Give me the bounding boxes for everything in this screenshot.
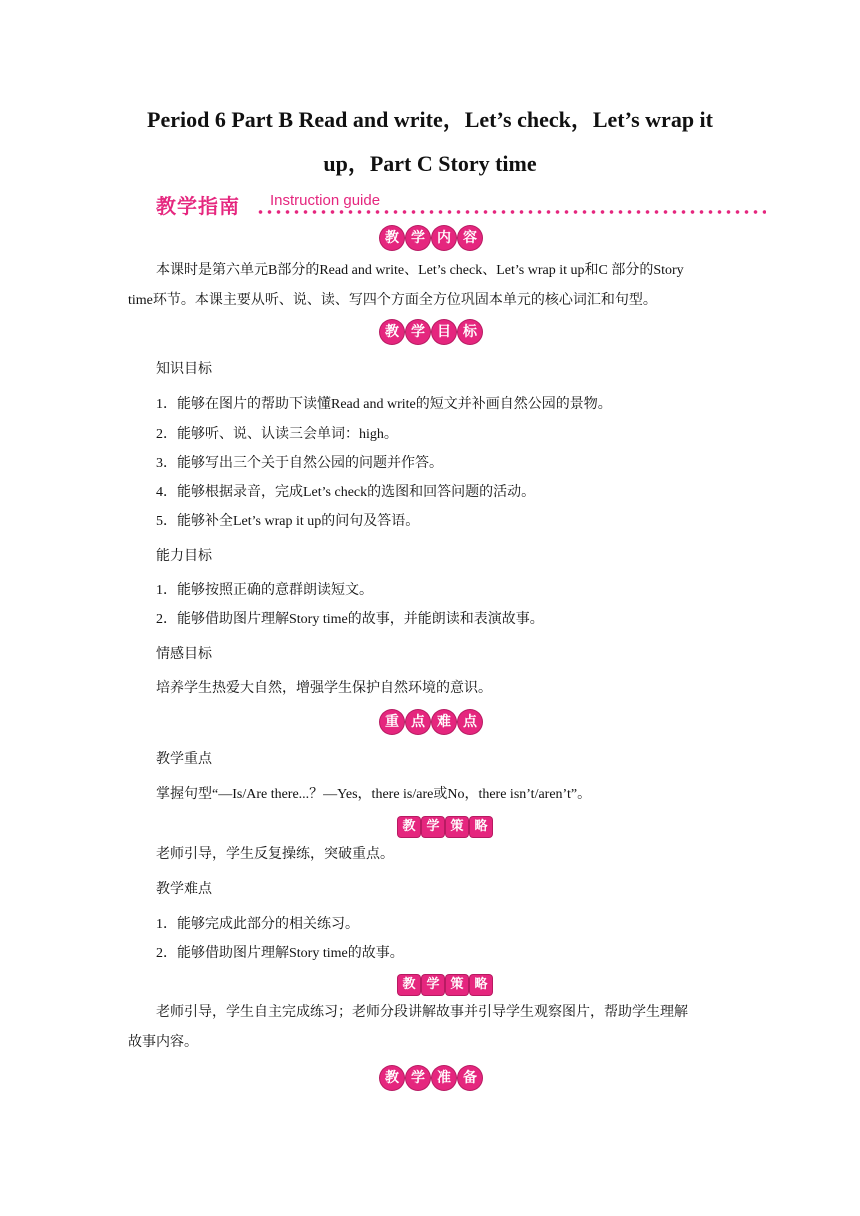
list-item: 5．能够补全Let’s wrap it up的问句及答语。	[156, 514, 420, 529]
badge-teaching-content	[380, 226, 482, 250]
knowledge-goals-heading: 知识目标	[156, 361, 212, 377]
badge-teaching-goals	[380, 320, 482, 344]
list-item: 1．能够完成此部分的相关练习。	[156, 917, 359, 932]
badge-strategy	[398, 817, 492, 837]
badge-char: 学	[406, 226, 430, 250]
badge-char: 点	[406, 710, 430, 734]
badge-char: 目	[432, 320, 456, 344]
teaching-focus-heading: 教学重点	[156, 751, 212, 767]
badge-key-points	[380, 710, 482, 734]
badge-char: 学	[422, 817, 444, 837]
teaching-difficulty-heading: 教学难点	[156, 881, 212, 897]
list-item: 4．能够根据录音，完成Let’s check的选图和回答问题的活动。	[156, 485, 536, 500]
content-paragraph	[128, 256, 738, 316]
focus-strategy-text: 老师引导，学生反复操练，突破重点。	[156, 847, 394, 862]
badge-char: 重	[380, 710, 404, 734]
badge-char: 教	[380, 1066, 404, 1090]
title-line-2: up，Part C Story time	[323, 151, 537, 176]
instruction-guide-banner	[156, 190, 766, 224]
badge-char: 内	[432, 226, 456, 250]
content-line-2: time环节。本课主要从听、说、读、写四个方面全方位巩固本单元的核心词汇和句型。	[128, 293, 657, 308]
badge-char: 点	[458, 710, 482, 734]
badge-char: 学	[422, 975, 444, 995]
title-line-1: Period 6 Part B Read and write，Let’s check，Let’s wrap it	[147, 107, 713, 132]
badge-char: 策	[446, 817, 468, 837]
badge-teaching-preparation	[380, 1066, 482, 1090]
badge-char: 策	[446, 975, 468, 995]
badge-char: 教	[398, 817, 420, 837]
badge-char: 备	[458, 1066, 482, 1090]
badge-char: 学	[406, 320, 430, 344]
badge-char: 学	[406, 1066, 430, 1090]
badge-char: 容	[458, 226, 482, 250]
difficulty-strategy-line-2: 故事内容。	[128, 1035, 198, 1050]
badge-char: 准	[432, 1066, 456, 1090]
guide-title-en: Instruction guide	[270, 192, 381, 209]
badge-char: 略	[470, 975, 492, 995]
badge-char: 标	[458, 320, 482, 344]
lesson-title	[100, 98, 760, 186]
difficulty-strategy-line-1: 老师引导，学生自主完成练习；老师分段讲解故事并引导学生观察图片，帮助学生理解	[156, 1005, 688, 1020]
badge-char: 略	[470, 817, 492, 837]
ability-goals-heading: 能力目标	[156, 548, 212, 564]
teaching-focus-text: 掌握句型“—Is/Are there...？—Yes，there is/are或No，there isn’t/aren’t”。	[156, 787, 592, 802]
dotted-divider	[256, 209, 766, 215]
badge-char: 教	[380, 226, 404, 250]
badge-char: 教	[380, 320, 404, 344]
difficulty-strategy-paragraph	[128, 998, 738, 1058]
list-item: 2．能够借助图片理解Story time的故事，并能朗读和表演故事。	[156, 612, 544, 627]
list-item: 2．能够听、说、认读三会单词：high。	[156, 427, 398, 442]
list-item: 2．能够借助图片理解Story time的故事。	[156, 946, 404, 961]
badge-char: 难	[432, 710, 456, 734]
badge-char: 教	[398, 975, 420, 995]
content-line-1: 本课时是第六单元B部分的Read and write、Let’s check、Let’s wrap it up和C 部分的Story	[156, 263, 684, 278]
list-item: 1．能够在图片的帮助下读懂Read and write的短文并补画自然公园的景物。	[156, 397, 612, 412]
list-item: 3．能够写出三个关于自然公园的问题并作答。	[156, 456, 443, 471]
emotion-goals-text: 培养学生热爱大自然，增强学生保护自然环境的意识。	[156, 681, 492, 696]
badge-strategy	[398, 975, 492, 995]
emotion-goals-heading: 情感目标	[156, 646, 212, 662]
guide-title-cn: 教学指南	[156, 194, 240, 218]
list-item: 1．能够按照正确的意群朗读短文。	[156, 583, 373, 598]
